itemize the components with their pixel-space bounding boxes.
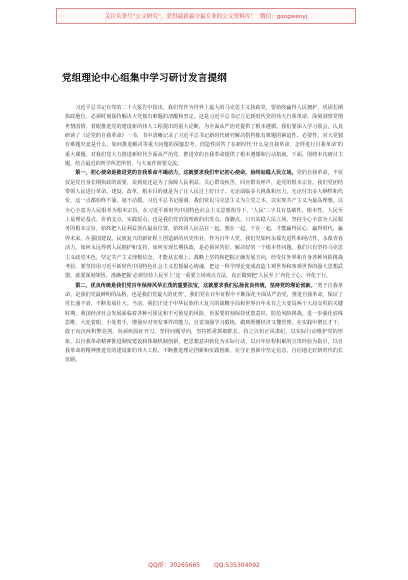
paragraph-1 — [65, 104, 343, 169]
paragraph-1-text: 习近平总书记在党的二十大报告中指出，我们党作为世界上最大的马克思主义执政党，要始终赢得人民拥护、巩固长期执政地位，必须时刻保持解决大党独有难题的清醒和坚定。这是习近平总书记立足新时代党的伟大自我革命，深刻洞察党情世情国情，着眼推进党的建设新的伟大工程提出的重大论断，为全面从严治党提供了根本遵循。我们要深入学习领会，认真研读了《论党的自我革命》一书，书中清晰记录了习近平总书记新时代研究解决搭档独有难题的紧迫性、必要性，对大党独有难题究竟是什么，如何推进解决等重大问题的深邃思考，创造性回答了在新时代‘什么是自我革命、怎样进行自我革命’的重大课题，对我们党大力推进新时代全面从严治党、推进党的自我革命提供了根本遵循和行动指南。下面，围绕本次研讨主题，结合最近的所学所思所悟，与大家作简要交流。 — [65, 105, 343, 168]
document-body — [65, 104, 343, 544]
footer-contacts — [0, 560, 408, 569]
header-banner — [56, 8, 356, 24]
banner-right-text: 微信：gongwenyj — [259, 14, 308, 20]
paragraph-3 — [65, 282, 343, 366]
banner-left-text: 关注头条号“公文研究”，获得最新最全最专业的公文资料库！ — [104, 14, 256, 20]
document-title: 党组理论中心组集中学习研讨发言提纲 — [62, 73, 227, 84]
paragraph-2-heading: 第一，初心使命是推进党的自我革命不竭动力，这就要求我们牢记初心使命，始终站稳人民立场。 — [75, 170, 297, 177]
paragraph-3-heading: 第二，优良传统是我们党百年保持风华正茂的重要法宝，这就要求我们弘扬优良传统，坚持党的理论创新。 — [75, 282, 316, 289]
footer-qq-group: QQ群：30265665 — [148, 562, 201, 569]
paragraph-2 — [65, 169, 343, 281]
footer-qq: QQ:535304092 — [214, 562, 260, 569]
paragraph-3-text: ‘勇于自我革命，是我们党最鲜明的品格，也是我们党最大的优势’，我们党在百年征程中不断深化全面从严治党，推进自我革命，保证了党长盛不衰、不断发展壮大。当前，我们正处于中华民族伟大复兴的战略全局和世界百年未有之大变局两个大局交织的关键时期，我国经济社会发展面临着各种可预见和不可预见的风险，更需要时刻保持忧患意识，防范风险挑战，进一步强化底线思维，大处着眼，小处着手，增强应对突发事件的能力，自觉加强学习锻炼，做到既懂经济又懂管理，在实践中增长才干，敢于向沉疴积弊亮剑，向顽疾固症开刀。坚持问题导向，坚持抓常抓细抓长，持之以恒正风肃纪，以实际行动维护党的形象，以自我革命精神推进制度建设和体制机制创新，把思想意识转化为实际行动，以百年征程积累的宝贵经验为指引，以自我革命的精神推进党的建设新的伟大工程，不断推进理论创新和实践创新，在守正创新中坚定信念，自信地走好新时代的长征路。 — [65, 282, 343, 364]
paragraph-2-text: 党的自我革命，不仅仅是党自身长期执政的需要，说到底还是为了保障人民利益。关心群众疾苦，回应群众呼声，是党的根本宗旨。我们党团结带领人民进行革命、建设、改革，根本目的就是为了让人民过上好日子。无论面临多大挑战和压力，无论付出多大牺牲和代价，这一点都始终不渝、毫不动摇。习近平总书记强调，我们党以马克思主义为立党之本，以实现共产主义为最高理想，以全心全意为人民服务为根本宗旨，在习近平新时代中国特色社会主义思想指导下，‘人民’二字具有基础性、根本性，人民至上是理论基点、价值支点、实践原点，也是我们党治国理政的出发点、落脚点。只有站稳人民立场，坚持全心全意为人民服务的根本宗旨，始终把人民利益放在最高位置，始终同人民站在一起、想在一起、干在一起，才能赢得民心，赢得时代，赢得未来。在强国建设、民族复兴的新征程上创造新的历史伟业，作为百年大党，我们党如何永葆先进性和纯洁性、永葆青春活力，如何永远得到人民拥护和支持，如何实现长期执政，是必须回答好、解决好的一个根本性问题。我们只有坚持马克思主义政党本色，坚定共产主义理想信念，才能从宏观上、战略上坚持和把握正确发展方向，经受住外界和自身各种风险挑战考验。要坚持用习近平新时代中国特色社会主义思想凝心铸魂，把这一科学理论变成改造主观世界和客观世界的强大思想武器，就要深刻领悟、准确把握‘必须坚持人民至上’这一重要立场观点方法，真正做到把‘人民至上’内化于心、外化于行。 — [65, 170, 343, 280]
